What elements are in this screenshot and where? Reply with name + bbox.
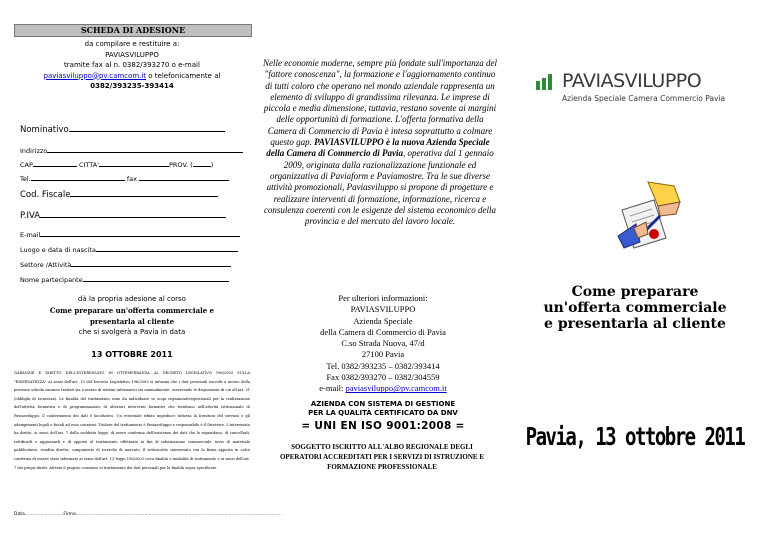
field-label: Luogo e data di nascita (20, 246, 96, 254)
field-tel-fax[interactable] (20, 174, 250, 183)
field-label: Nominativo (20, 125, 69, 135)
adesione-line: dà la propria adesione al corso (78, 295, 186, 303)
course-date: 13 OTTOBRE 2011 (91, 350, 173, 359)
intro-phone: 0382/393235-393414 (90, 82, 174, 90)
logo-subtitle: Azienda Speciale Camera Commercio Pavia (562, 94, 726, 103)
info-line: Azienda Speciale (353, 315, 413, 326)
intro-email-line (14, 71, 250, 82)
dnv-line: AZIENDA CON SISTEMA DI GESTIONE (310, 400, 456, 408)
field-nome-partecipante[interactable] (20, 275, 250, 284)
dnv-line: PER LA QUALITÀ CERTIFICATO DA DNV (308, 409, 458, 417)
course-title-line: un'offerta commerciale (543, 300, 727, 316)
info-email-line (288, 383, 478, 394)
field-label: Nome partecipante (20, 276, 83, 284)
course-title-line: Come preparare un'offerta commerciale e (49, 306, 215, 315)
intro-org: PAVIASVILUPPO (105, 50, 159, 59)
iso-certification: = UNI EN ISO 9001:2008 = (301, 420, 465, 432)
signature-line[interactable]: Data...........................Firma................................................................................................................................................ (14, 512, 282, 517)
info-line: PAVIASVILUPPO (350, 304, 416, 315)
form-intro (14, 39, 250, 92)
registration-form-column (14, 0, 282, 543)
field-email[interactable] (20, 230, 250, 239)
albo-registration: SOGGETTO ISCRITTO ALL'ALBO REGIONALE DEGLI OPERATORI ACCREDITATI PER I SERVIZI DI ISTRUZIONE E FORMAZIONE PROFESSIONALE (279, 443, 485, 472)
course-title-line: e presentarla al cliente (544, 316, 726, 332)
course-title-line: Come preparare (571, 284, 699, 300)
field-luogo-nascita[interactable] (20, 245, 250, 254)
field-label: Settore /Attività (20, 261, 72, 269)
info-line: Tel. 0382/393235 – 0382/393414 (326, 360, 440, 371)
info-line: della Camera di Commercio di Pavia (320, 326, 446, 337)
course-title-line: presentarla al cliente (89, 317, 175, 326)
course-title (510, 284, 760, 332)
field-cod-fiscale[interactable] (20, 190, 250, 200)
field-settore[interactable] (20, 260, 250, 269)
field-label: ) (210, 161, 214, 169)
info-email-link[interactable]: paviasviluppo@pv.camcom.it (345, 383, 447, 394)
logo-name: PAVIASVILUPPO (562, 70, 702, 92)
adesione-line: che si svolgerà a Pavia in data (78, 328, 186, 336)
paragraph-text: Nelle economie moderne, sempre più fondate sull'importanza del "fattore conoscenza", la formazione e l'aggiornamento continuo di tutti coloro che operano nel mondo aziendale rappresenta un elemento di sviluppo di grandissima rilevanza. Le imprese di piccola e media dimensione, tuttavia, restano sovente ai margini delle opportunità di formazione. L'offerta formativa della Camera di Commercio di Pavia è intesa soprattutto a colmare questo gap. (262, 58, 498, 148)
field-label: CAP (20, 161, 33, 169)
bar-chart-icon (536, 74, 558, 90)
intro-fax: tramite fax al n. 0382/393270 o e-mail (64, 61, 200, 69)
field-indirizzo[interactable] (20, 146, 250, 155)
cover-column (510, 0, 760, 543)
privacy-notice: GARANZIE E DIRITTO DELL'INTERESSATO IN OTTEMPERANZA AL DECRETO LEGISLATIVO 196/2003 SULLA "RISERVATEZZA" Ai sensi dell'art. 13 del Decreto Legislativo 196/2003 si informa che i dati personali raccolti a mezzo della presente scheda saranno trattati sia a mezzo di sistemi informatici sia manualmente, osservando le disposizioni di cui all'art. 31 (obblighi di sicurezza). Le finalità del trattamento sono da individuare in scopi organizzativi/gestionali per la realizzazione dell'attività formativa e di programmazione di ulteriori interventi formativi che rientrano nell'attività istituzionale di Paviasviluppo. Il conferimento dei dati è facoltativo. Un eventuale rifiuto impedisce tuttavia la fornitura del servizio e gli adempimenti legali e fiscali ad esso connessi. Titolare del trattamento è Paviasviluppo e responsabile è il Direttore. L'interessato ha diritto, ai sensi dell'art. 7 della suddetta legge, di avere conferma dell'esistenza dei dati che lo riguardano, di cancellarli, rettificarli o aggiornarli e di opporsi al trattamento effettuato ai fini di informazione commerciale, invio di materiale pubblicitario, vendita diretta, compimento di ricerche di mercato. Il sottoscritto interessato con la firma apposta in calce conferma di essere stato informato ai sensi dell'art. 13 legge 196/2003 circa finalità e modalità di trattamento e ai sensi dell'art. 7 dei propri diritti. Attesta il proprio consenso al trattamento dei dati personali per le finalità sopra specificate. (14, 371, 250, 470)
field-nominativo[interactable] (20, 125, 250, 135)
field-label: Cod. Fiscale (20, 190, 71, 200)
field-label: Tel. (20, 175, 31, 183)
field-label: E-mail (20, 231, 41, 239)
field-cap-citta-prov[interactable] (20, 160, 250, 169)
email-label: e-mail: (319, 383, 346, 394)
contact-info (288, 293, 478, 395)
info-column (262, 0, 498, 543)
info-line: Per ulteriori informazioni: (338, 293, 428, 303)
field-piva[interactable] (20, 211, 250, 221)
paragraph-text: , operativa dal 1 gennaio 2009, originata dalla razionalizzazione funzionale ed organizzativa di Paviaform e Paviamostre. Tra le sue diverse attività promozionali, Paviasviluppo si propone di progettare e realizzare interventi di formazione, informazione, ricerca e consulenza coerenti con le esigenze del sistema economico della provincia e del mercato del lavoro locale. (263, 148, 497, 227)
info-line: C.so Strada Nuova, 47/d (341, 338, 425, 349)
form-title: SCHEDA DI ADESIONE (14, 24, 252, 37)
info-line: 27100 Pavia (361, 349, 405, 360)
signing-contract-icon (614, 176, 686, 254)
field-label: fax (126, 175, 137, 183)
field-label: PROV. ( (169, 161, 193, 169)
intro-paragraph (262, 58, 498, 227)
intro-phone-text: o telefonicamente al (146, 71, 221, 80)
event-date: Pavia, 13 ottobre 2011 (525, 422, 745, 452)
field-label: P.IVA (20, 211, 41, 221)
info-line: Fax 0382/393270 – 0382/304559 (326, 372, 440, 383)
field-label: CITTA' (78, 161, 99, 169)
field-label: Indirizzo (20, 147, 48, 155)
dnv-certification (288, 400, 478, 418)
intro-email-link[interactable]: paviasviluppo@pv.camcom.it (43, 71, 147, 80)
paragraph-bold: PAVIASVILUPPO è la nuova Azienda Speciale della Camera di Commercio di Pavia (266, 137, 490, 159)
adesione-block (14, 294, 250, 338)
intro-line: da compilare e restituire a: (84, 40, 180, 48)
